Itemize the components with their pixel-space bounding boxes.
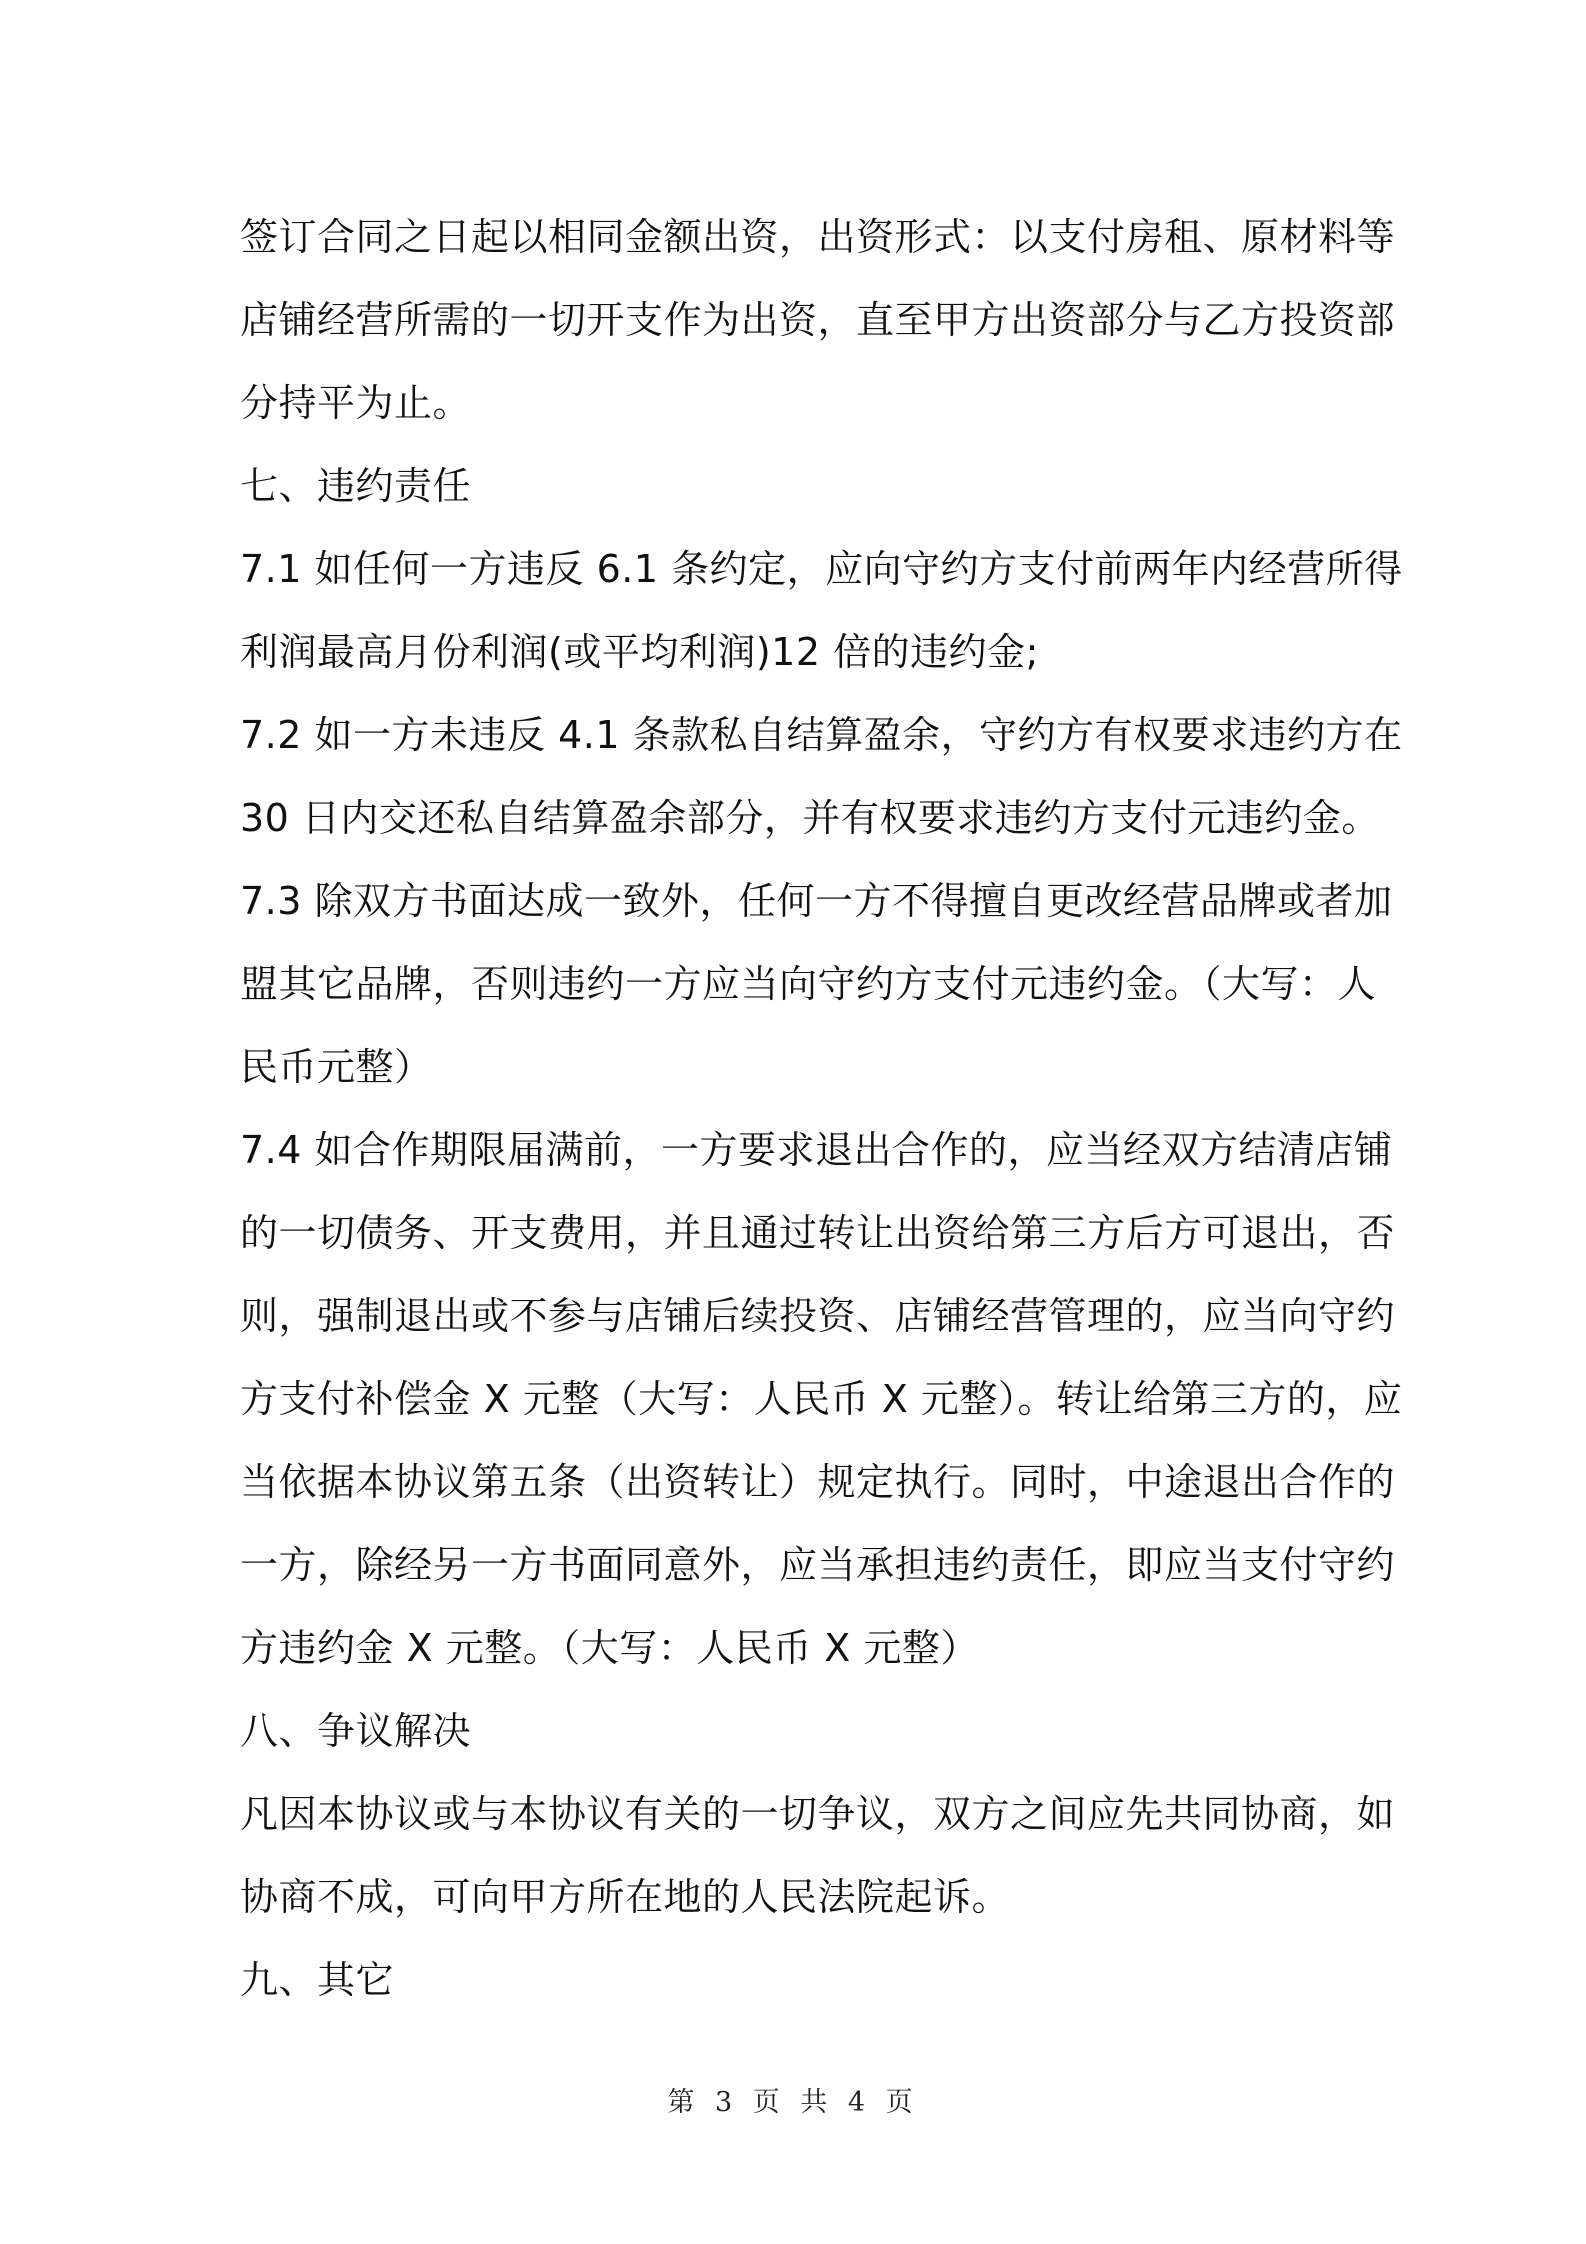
clause-7-1-line: 利润最高月份利润(或平均利润)12 倍的违约金;	[240, 630, 1039, 674]
document-body	[240, 196, 1403, 2022]
body-line: 分持平为止。	[240, 381, 472, 425]
clause-7-4-line: 方支付补偿金 X 元整（大写：人民币 X 元整）。转让给第三方的，应	[240, 1377, 1403, 1421]
clause-7-4-line: 当依据本协议第五条（出资转让）规定执行。同时，中途退出合作的	[240, 1460, 1396, 1504]
clause-7-4-line: 7.4 如合作期限届满前，一方要求退出合作的，应当经双方结清店铺	[240, 1128, 1393, 1172]
page-number-footer: 第 3 页 共 4 页	[667, 2087, 919, 2118]
dispute-clause-line: 凡因本协议或与本协议有关的一切争议，双方之间应先共同协商，如	[240, 1792, 1396, 1836]
section-heading-other: 九、其它	[240, 1958, 395, 2002]
clause-7-2-line: 30 日内交还私自结算盈余部分，并有权要求违约方支付元违约金。	[240, 796, 1380, 840]
clause-7-4-line: 一方，除经另一方书面同意外，应当承担违约责任，即应当支付守约	[240, 1543, 1396, 1587]
body-line: 签订合同之日起以相同金额出资，出资形式：以支付房租、原材料等	[240, 215, 1396, 259]
clause-7-1-line: 7.1 如任何一方违反 6.1 条约定，应向守约方支付前两年内经营所得	[240, 547, 1403, 591]
clause-7-4-line: 则，强制退出或不参与店铺后续投资、店铺经营管理的，应当向守约	[240, 1294, 1396, 1338]
body-line: 店铺经营所需的一切开支作为出资，直至甲方出资部分与乙方投资部	[240, 298, 1396, 342]
clause-7-3-line: 民币元整）	[240, 1045, 433, 1089]
section-heading-breach-liability: 七、违约责任	[240, 464, 472, 508]
clause-7-4-line: 的一切债务、开支费用，并且通过转让出资给第三方后方可退出，否	[240, 1211, 1396, 1255]
clause-7-3-line: 盟其它品牌，否则违约一方应当向守约方支付元违约金。（大写：人	[240, 962, 1377, 1006]
clause-7-3-line: 7.3 除双方书面达成一致外，任何一方不得擅自更改经营品牌或者加	[240, 879, 1393, 923]
clause-7-4-line: 方违约金 X 元整。（大写：人民币 X 元整）	[240, 1626, 979, 1670]
clause-7-2-line: 7.2 如一方未违反 4.1 条款私自结算盈余，守约方有权要求违约方在	[240, 713, 1403, 757]
section-heading-dispute-resolution: 八、争议解决	[240, 1709, 472, 1753]
dispute-clause-line: 协商不成，可向甲方所在地的人民法院起诉。	[240, 1875, 1011, 1919]
